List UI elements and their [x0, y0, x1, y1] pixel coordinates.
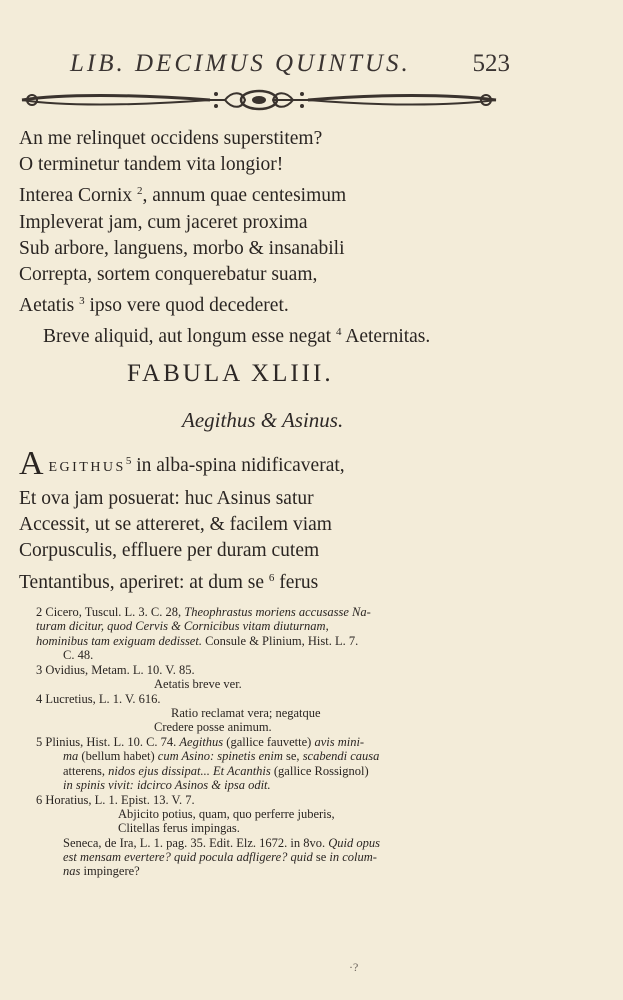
footnote-ref: 5: [125, 455, 132, 467]
verse-line: Breve aliquid, aut longum esse negat $^4$ Aeternitas.: [43, 326, 431, 348]
footnote-ref: 2: [137, 185, 143, 198]
page-number: 523: [472, 50, 510, 77]
page-mark: ·?: [349, 960, 359, 974]
verse-line: Aetatis $^3$ ipso vere quod decederet.: [19, 295, 289, 317]
page-header: [70, 50, 510, 84]
verse-line: Tentantibus, aperiret: at dum se $^6$ ferus: [19, 571, 319, 593]
fable-first-line: A EGITHUS$^5$ in alba-spina nidificaverat,: [19, 445, 345, 482]
footnotes: [36, 605, 506, 879]
verse-line: Et ova jam posuerat: huc Asinus satur: [19, 488, 314, 509]
verse-line: An me relinquet occidens superstitem?: [19, 128, 323, 149]
footnote-ref: 6: [268, 571, 275, 584]
verse-block: [19, 126, 489, 351]
verse-line: Corpusculis, effluere per duram cutem: [19, 540, 320, 562]
verse-line: Accessit, ut se attereret, & facilem viam: [19, 514, 332, 536]
floral-headpiece-icon: [20, 88, 498, 112]
verse-line: Correpta, sortem conquerebatur suam,: [19, 264, 318, 286]
footnote-6: 6 Horatius, L. 1. Epist. 13. V. 7. Abjicito potius, quam, quo perferre juberis, Clitellas ferus impingas. Seneca, de Ira, L. 1. pag. 35. Edit. Elz. 1672. in 8vo. Quid opus est mensam evertere? quid pocula adfligere? quid se in colum- nas impingere?: [36, 792, 380, 879]
fable-title: FABULA XLIII.: [127, 360, 334, 387]
footnote-2: 2 Cicero, Tuscul. L. 3. C. 28, Theophrastus moriens accusasse Na- turam dicitur, quod Cervis & Cornicibus vitam diuturnam, hominibus tam exiguam dedisset. Consule & Plinium, Hist. L. 7. C. 48.: [36, 605, 371, 662]
footnote-5: 5 Plinius, Hist. L. 10. C. 74. Aegithus (gallice fauvette) avis mini- ma (bellum habet) cum Asino: spinetis enim se, scabendi causa atterens, nidos ejus dissipat... Et Acanthis (gallice Rossignol) in spinis vivit: idcirco Asinos & ipsa odit.: [36, 735, 380, 793]
footnote-ref: 3: [79, 295, 85, 308]
footnote-ref: 4: [335, 326, 342, 339]
verse-line: Impleverat jam, cum jaceret proxima: [19, 211, 308, 233]
verse-line: O terminetur tandem vita longior!: [19, 154, 284, 176]
running-title: LIB. DECIMUS QUINTUS.: [70, 50, 411, 77]
footnote-4: 4 Lucretius, L. 1. V. 616. Ratio reclamat vera; negatque Credere posse animum.: [36, 691, 321, 735]
verse-line: Interea Cornix $^2$, annum quae centesimum: [19, 185, 347, 207]
fable-text: [19, 443, 499, 596]
verse-line: Sub arbore, languens, morbo & insanabili: [19, 237, 345, 259]
footnote-3: 3 Ovidius, Metam. L. 10. V. 85. Aetatis breve ver.: [36, 662, 242, 691]
drop-cap: A: [19, 445, 44, 482]
fable-subtitle: Aegithus & Asinus.: [182, 408, 344, 432]
